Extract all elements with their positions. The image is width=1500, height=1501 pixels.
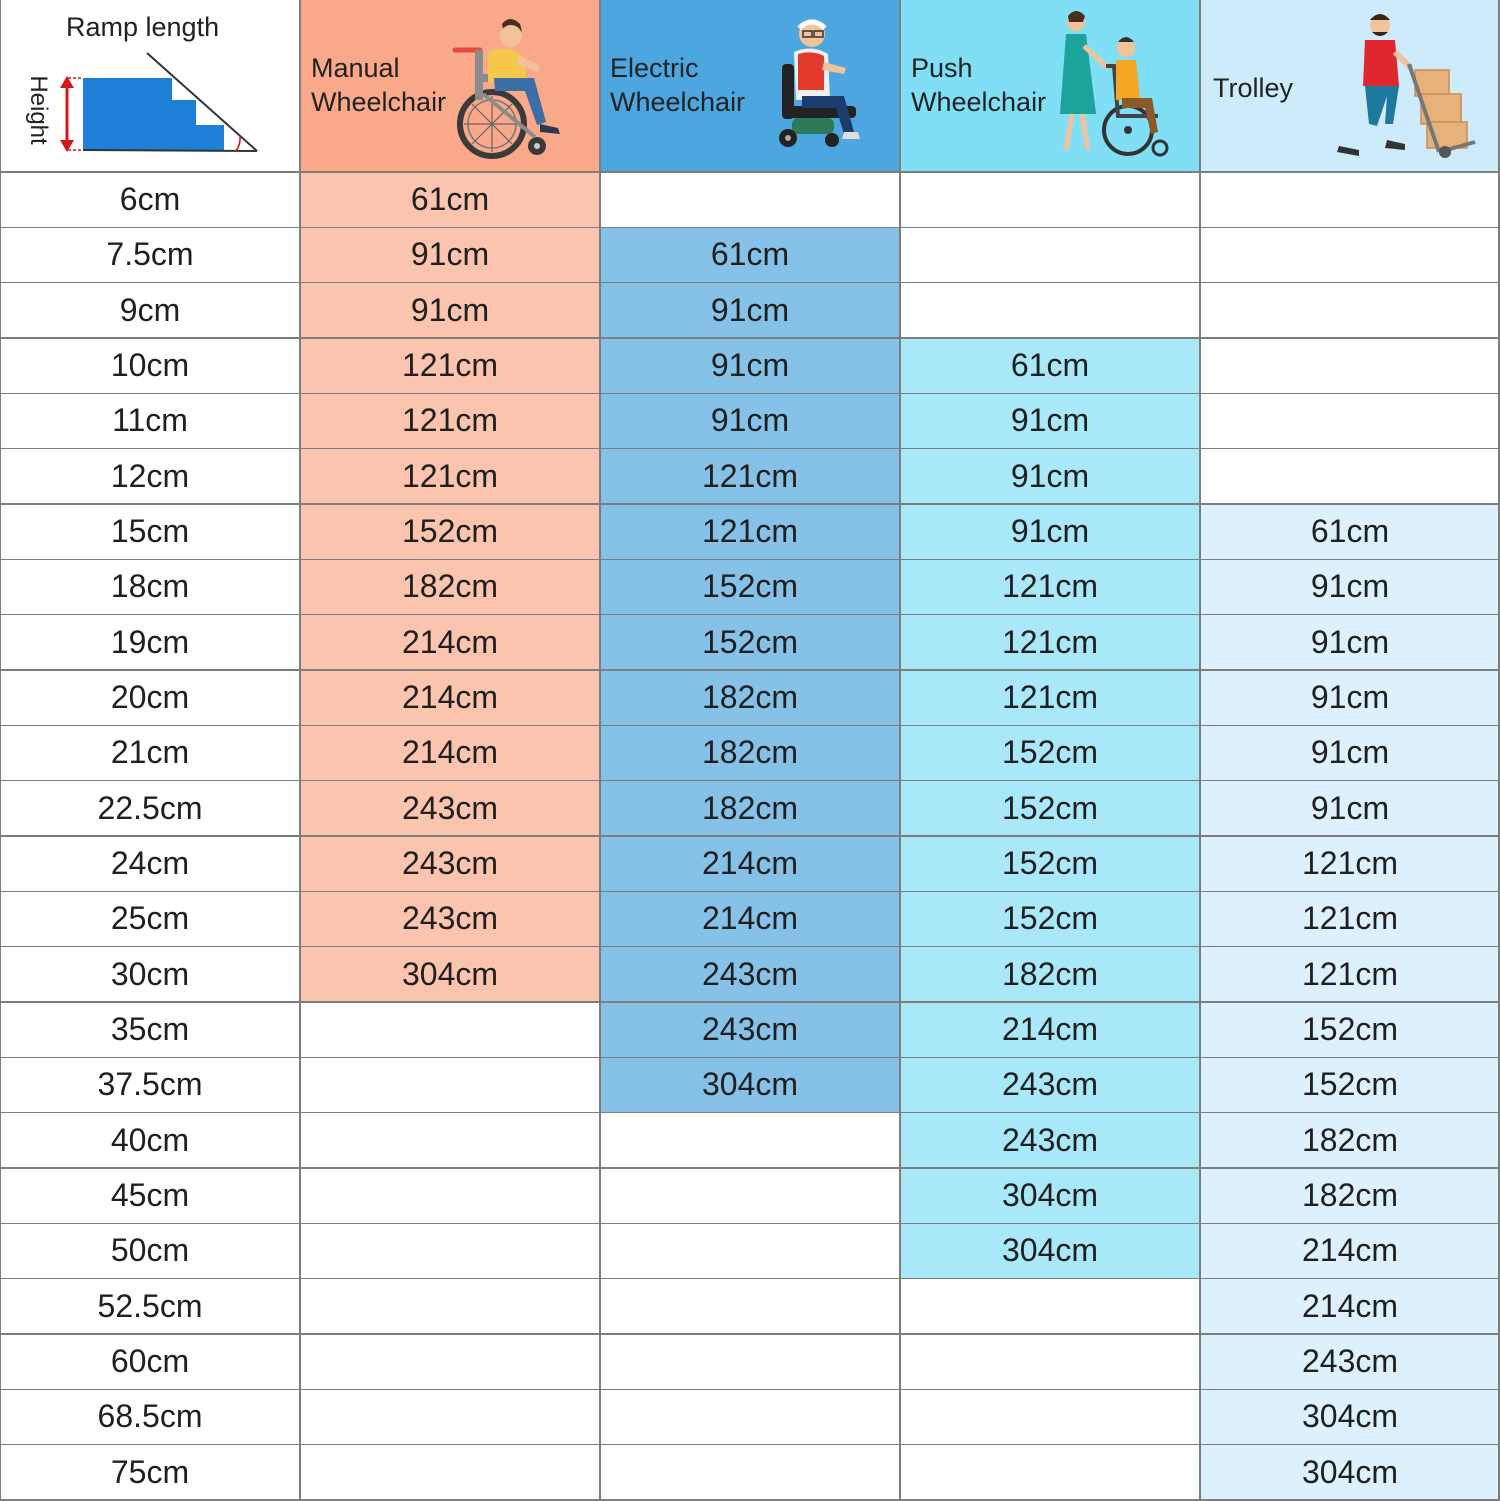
ramp-length-cell-manual [300,1057,600,1112]
ramp-length-cell-manual [300,1334,600,1389]
row-divider [0,614,1500,616]
ramp-length-cell-trolley: 214cm [1200,1223,1500,1278]
height-cell: 18cm [110,568,190,605]
ramp-length-cell-manual: 243cm [300,836,600,891]
ramp-length-cell-push: 214cm [900,1002,1200,1057]
height-cell: 50cm [110,1232,190,1269]
corner-header [0,0,300,172]
ramp-length-cell-trolley [1200,338,1500,393]
trolley-icon [1335,10,1485,160]
column-divider [0,0,1,1500]
ramp-length-cell-electric: 182cm [600,725,900,780]
column-divider [599,0,601,1500]
ramp-length-cell-trolley: 304cm [1200,1445,1500,1500]
ramp-length-cell-trolley [1200,172,1500,227]
ramp-length-cell-push: 182cm [900,947,1200,1002]
ramp-length-cell-trolley: 121cm [1200,891,1500,946]
ramp-length-cell-trolley: 121cm [1200,836,1500,891]
row-divider [0,1112,1500,1114]
row-divider [0,1057,1500,1059]
ramp-length-cell-trolley: 121cm [1200,947,1500,1002]
row-divider [0,393,1500,395]
ramp-length-cell-electric: 152cm [600,559,900,614]
ramp-length-cell-manual [300,1113,600,1168]
row-divider [0,725,1500,727]
ramp-length-cell-manual: 304cm [300,947,600,1002]
height-cell: 19cm [110,623,190,660]
ramp-length-cell-manual: 214cm [300,725,600,780]
ramp-length-cell-trolley: 182cm [1200,1113,1500,1168]
row-divider [0,448,1500,450]
row-divider [0,1333,1500,1335]
electric-wheelchair-label: Electric Wheelchair [610,53,746,117]
ramp-length-cell-manual: 243cm [300,891,600,946]
ramp-length-cell-electric [600,1445,900,1500]
ramp-length-cell-push: 152cm [900,781,1200,836]
row-divider [0,559,1500,561]
height-cell: 25cm [110,900,190,937]
ramp-length-cell-push: 121cm [900,670,1200,725]
ramp-length-cell-manual: 243cm [300,781,600,836]
row-divider [0,780,1500,782]
ramp-length-cell-electric [600,1223,900,1278]
push-wheelchair-label: Push Wheelchair [911,53,1047,117]
row-divider [0,669,1500,671]
push-wheelchair-icon [1048,10,1188,160]
ramp-length-cell-trolley [1200,449,1500,504]
ramp-length-cell-electric: 243cm [600,947,900,1002]
ramp-length-cell-manual [300,1279,600,1334]
ramp-length-cell-trolley [1200,393,1500,448]
ramp-length-cell-electric: 121cm [600,504,900,559]
column-header-manual [300,0,600,172]
height-cell: 75cm [110,1453,190,1490]
ramp-length-cell-electric: 182cm [600,781,900,836]
ramp-length-cell-manual [300,1002,600,1057]
ramp-length-cell-trolley: 91cm [1200,781,1500,836]
ramp-length-cell-electric: 152cm [600,615,900,670]
ramp-length-cell-electric: 91cm [600,338,900,393]
height-cell: 12cm [110,457,190,494]
height-label: Height [25,75,52,145]
row-divider [0,1223,1500,1225]
ramp-length-cell-trolley: 91cm [1200,615,1500,670]
ramp-length-cell-trolley: 304cm [1200,1389,1500,1444]
ramp-length-cell-push: 91cm [900,504,1200,559]
ramp-length-cell-push [900,1334,1200,1389]
row-divider [0,1001,1500,1003]
ramp-length-cell-electric: 182cm [600,670,900,725]
ramp-length-cell-push [900,283,1200,338]
ramp-length-cell-electric: 214cm [600,836,900,891]
ramp-length-cell-trolley: 152cm [1200,1002,1500,1057]
ramp-length-cell-electric: 243cm [600,1002,900,1057]
ramp-length-cell-trolley: 61cm [1200,504,1500,559]
ramp-length-cell-push: 152cm [900,891,1200,946]
height-cell: 21cm [110,734,190,771]
ramp-length-cell-push: 61cm [900,338,1200,393]
row-divider [0,1389,1500,1391]
row-divider [0,835,1500,837]
ramp-length-cell-manual: 152cm [300,504,600,559]
ramp-length-cell-push: 243cm [900,1113,1200,1168]
ramp-length-cell-trolley: 243cm [1200,1334,1500,1389]
ramp-length-cell-push: 91cm [900,449,1200,504]
ramp-length-cell-manual [300,1223,600,1278]
height-cell: 45cm [110,1177,190,1214]
height-cell: 52.5cm [97,1287,203,1324]
ramp-length-cell-electric [600,1389,900,1444]
ramp-length-cell-push [900,1445,1200,1500]
ramp-length-cell-manual: 91cm [300,283,600,338]
ramp-length-cell-manual: 214cm [300,615,600,670]
ramp-length-label: Ramp length [66,12,220,42]
ramp-length-cell-push [900,1279,1200,1334]
ramp-length-cell-manual: 121cm [300,393,600,448]
ramp-length-cell-manual: 182cm [300,559,600,614]
ramp-length-cell-electric [600,1334,900,1389]
ramp-length-cell-push [900,172,1200,227]
electric-wheelchair-icon [772,14,872,154]
ramp-length-cell-manual [300,1445,600,1500]
ramp-diagram-icon [50,48,265,158]
ramp-length-cell-push: 304cm [900,1168,1200,1223]
height-cell: 24cm [110,845,190,882]
ramp-length-cell-push: 121cm [900,615,1200,670]
height-cell: 35cm [110,1011,190,1048]
ramp-length-cell-push [900,1389,1200,1444]
ramp-length-cell-trolley: 91cm [1200,559,1500,614]
ramp-length-cell-manual: 121cm [300,338,600,393]
ramp-length-cell-trolley: 91cm [1200,670,1500,725]
ramp-length-cell-electric: 214cm [600,891,900,946]
height-cell: 22.5cm [97,789,203,826]
ramp-length-cell-trolley: 152cm [1200,1057,1500,1112]
ramp-length-cell-push: 121cm [900,559,1200,614]
ramp-length-cell-manual: 61cm [300,172,600,227]
ramp-length-cell-trolley [1200,283,1500,338]
row-divider [0,1278,1500,1280]
height-cell: 6cm [119,181,181,218]
ramp-length-cell-trolley: 91cm [1200,725,1500,780]
ramp-length-cell-electric: 91cm [600,393,900,448]
column-divider [1199,0,1201,1500]
height-cell: 40cm [110,1121,190,1158]
ramp-length-cell-push: 152cm [900,725,1200,780]
ramp-length-cell-electric [600,1168,900,1223]
ramp-length-cell-electric [600,1113,900,1168]
ramp-length-cell-push: 91cm [900,393,1200,448]
row-divider [0,891,1500,893]
ramp-length-cell-electric [600,172,900,227]
manual-wheelchair-icon [450,12,585,162]
column-header-push [900,0,1200,172]
ramp-length-cell-trolley: 214cm [1200,1279,1500,1334]
trolley-label: Trolley [1213,73,1294,103]
height-cell: 60cm [110,1343,190,1380]
height-cell: 30cm [110,955,190,992]
column-divider [899,0,901,1500]
height-cell: 68.5cm [97,1398,203,1435]
ramp-length-cell-manual: 214cm [300,670,600,725]
ramp-length-cell-electric: 304cm [600,1057,900,1112]
height-cell: 15cm [110,513,190,550]
column-header-electric [600,0,900,172]
ramp-length-cell-trolley [1200,227,1500,282]
ramp-length-cell-manual [300,1389,600,1444]
ramp-length-cell-electric [600,1279,900,1334]
ramp-length-cell-trolley: 182cm [1200,1168,1500,1223]
row-divider [0,227,1500,229]
ramp-length-cell-push: 304cm [900,1223,1200,1278]
height-cell: 11cm [112,402,188,439]
height-cell: 7.5cm [106,236,194,273]
column-header-trolley [1200,0,1500,172]
height-cell: 37.5cm [97,1066,203,1103]
ramp-length-cell-electric: 121cm [600,449,900,504]
ramp-length-cell-push [900,227,1200,282]
row-divider [0,1167,1500,1169]
column-divider [299,0,301,1500]
ramp-length-cell-manual: 91cm [300,227,600,282]
row-divider [0,171,1500,173]
ramp-length-cell-manual: 121cm [300,449,600,504]
row-divider [0,946,1500,948]
height-cell: 20cm [110,679,190,716]
row-divider [0,337,1500,339]
ramp-length-cell-electric: 91cm [600,283,900,338]
row-divider [0,503,1500,505]
ramp-length-cell-push: 243cm [900,1057,1200,1112]
ramp-length-cell-electric: 61cm [600,227,900,282]
manual-wheelchair-label: Manual Wheelchair [311,53,447,117]
row-divider [0,282,1500,284]
height-cell: 9cm [119,291,181,328]
height-cell: 10cm [110,347,190,384]
row-divider [0,1444,1500,1446]
ramp-length-cell-push: 152cm [900,836,1200,891]
ramp-length-cell-manual [300,1168,600,1223]
